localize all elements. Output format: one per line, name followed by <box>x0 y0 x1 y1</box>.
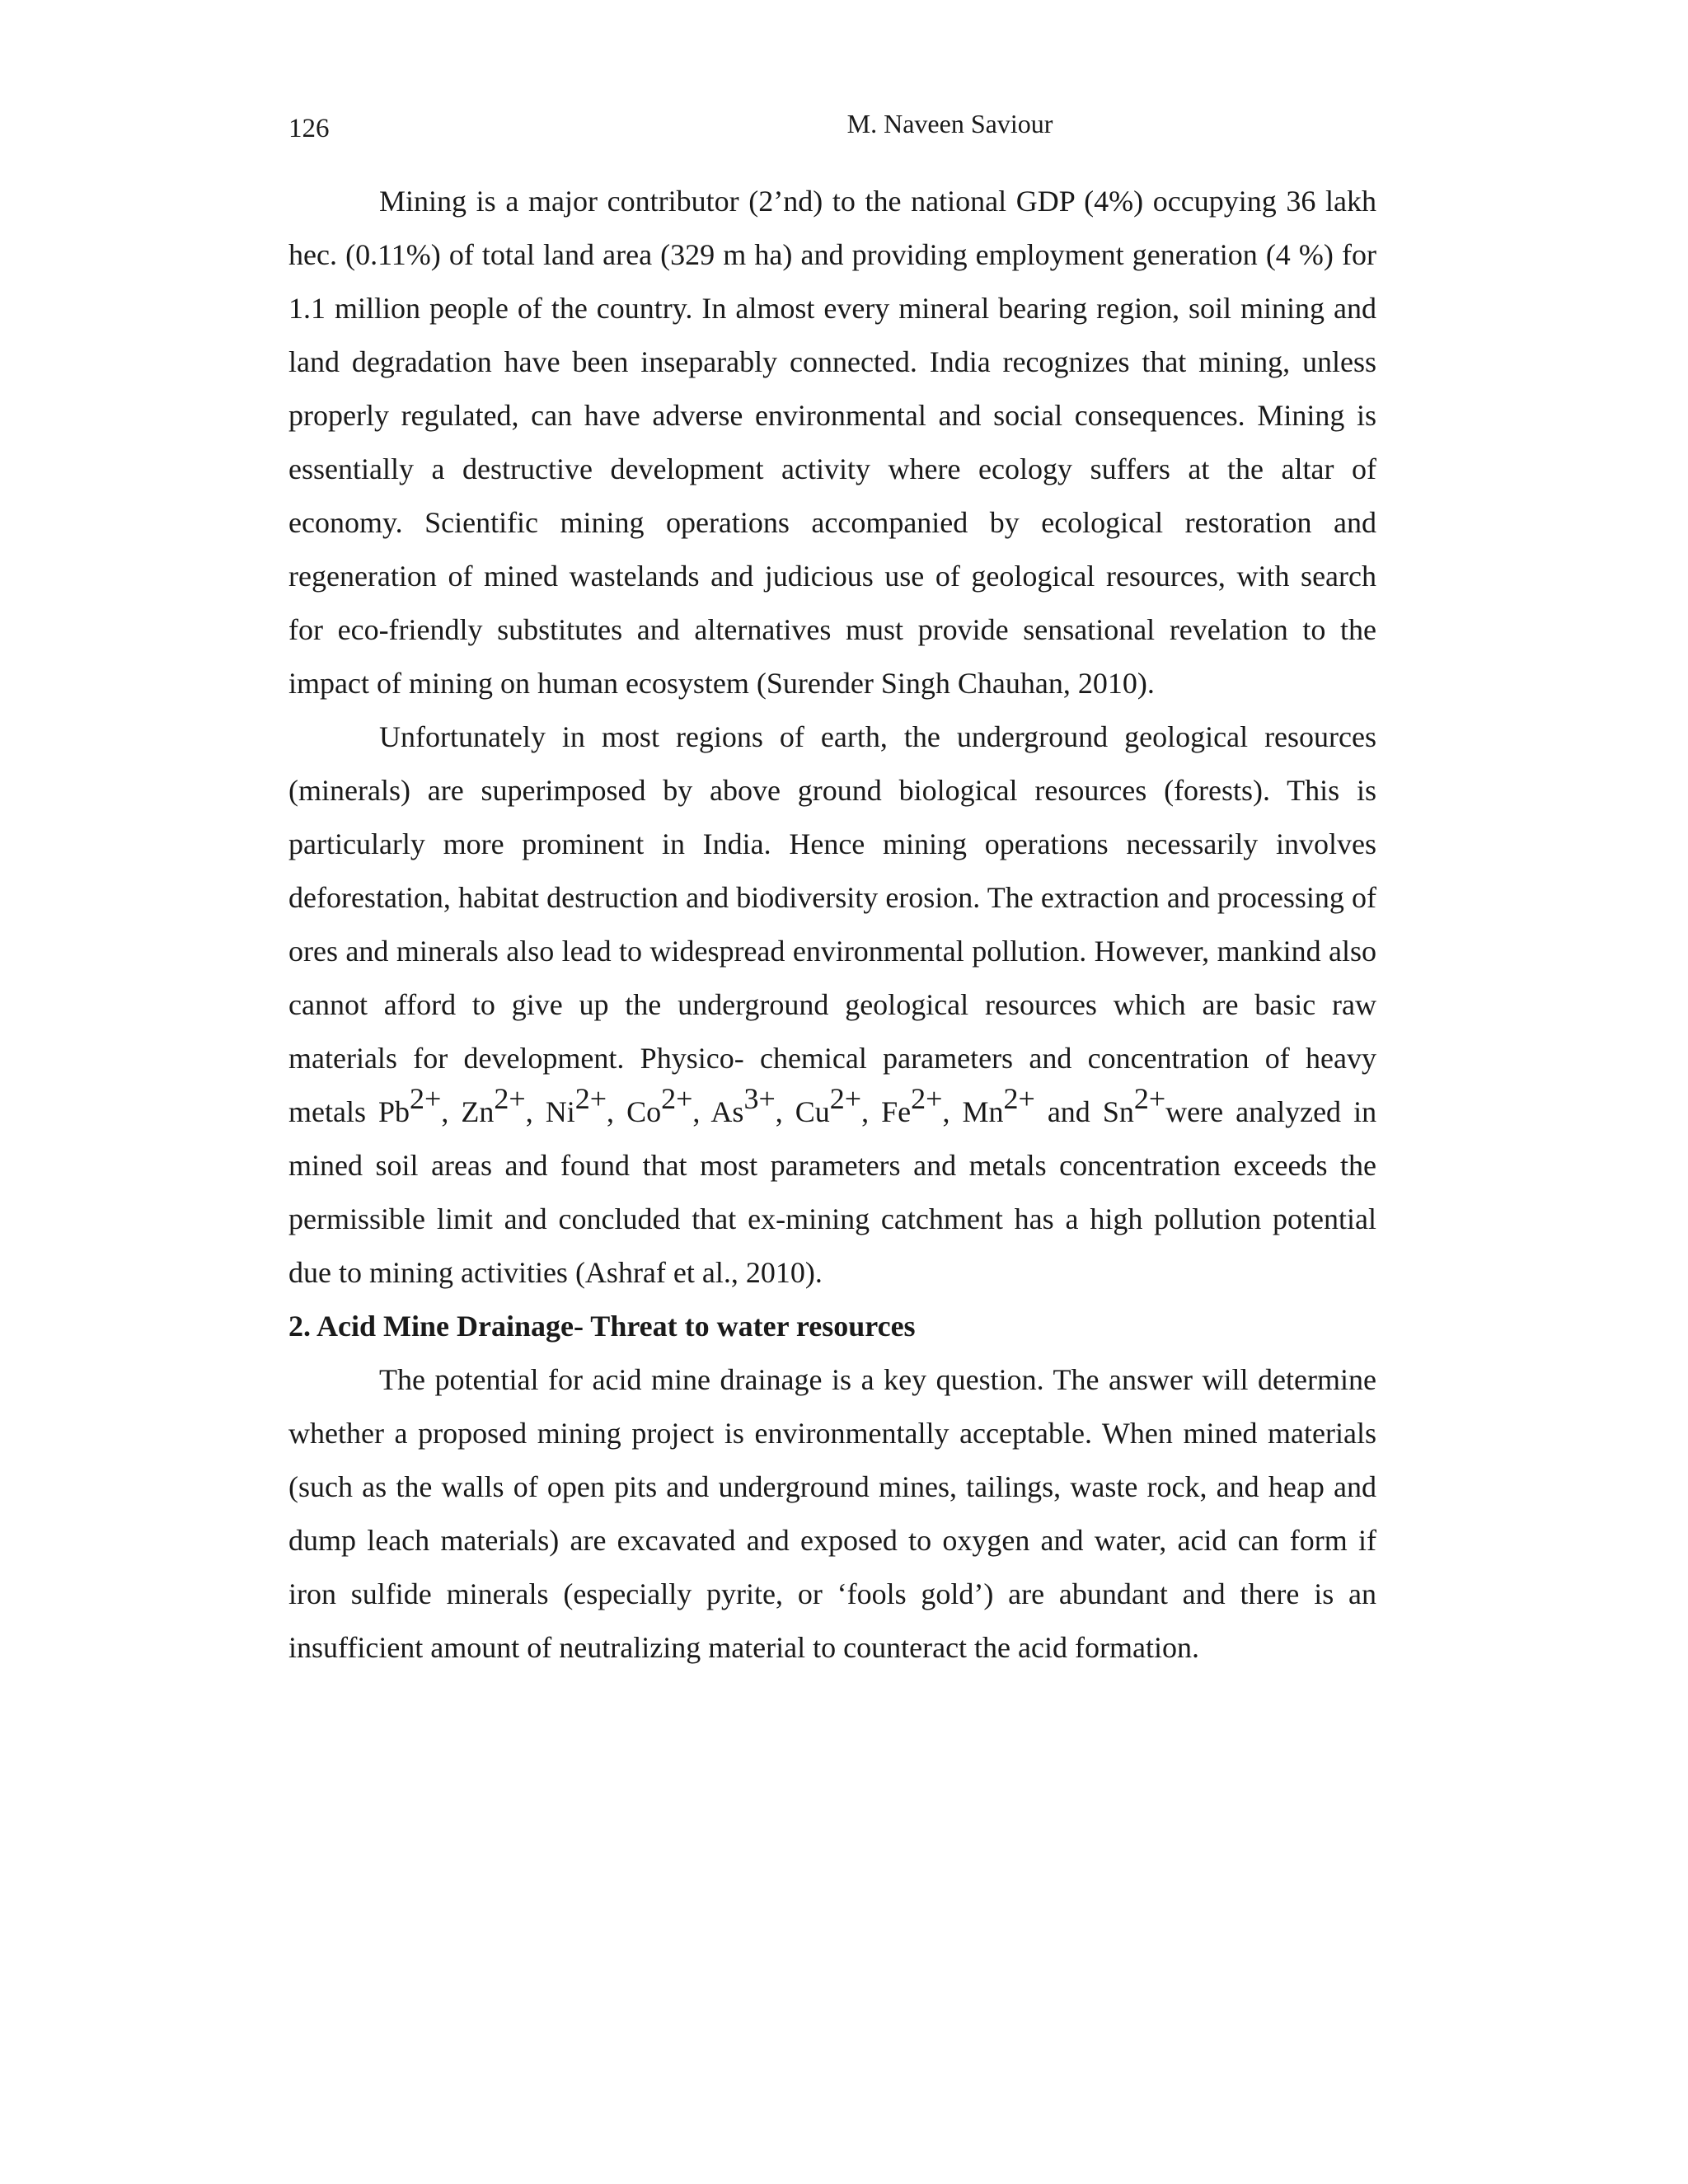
paragraph-heavy-metals-intro: Unfortunately in most regions of earth, the underground geological resources (minerals) are superimposed by above ground biological resources (forests). This is particularly more prominent in India. Hence mining operations necessarily involves deforestation, habitat destruction and biodiversity erosion. The extraction and processing of ores and minerals also lead to widespread environmental pollution. However, mankind also cannot afford to give up the underground geological resources which are basic raw materials for development. Physico- chemical parameters and concentration of heavy metals <box>288 720 1376 1128</box>
metal-separator: , <box>525 1095 546 1128</box>
metal-ion <box>378 1081 442 1128</box>
metal-charge: 2+ <box>911 1081 943 1115</box>
metal-ion <box>710 1081 776 1128</box>
metal-separator: , <box>775 1095 795 1128</box>
metal-separator: , <box>861 1095 882 1128</box>
metal-ion <box>626 1081 693 1128</box>
metal-ion <box>545 1081 607 1128</box>
metal-ion <box>795 1081 862 1128</box>
metal-separator: , <box>692 1095 711 1128</box>
paragraph-heavy-metals-rest: were analyzed in mined soil areas and found that most parameters and metals concentration exceeds the permissible limit and concluded that ex-mining catchment has a high pollution potential due to mining activities (Ashraf et al., 2010). <box>288 1095 1377 1289</box>
metal-ion <box>1102 1081 1166 1128</box>
paragraph-acid-mine-drainage: The potential for acid mine drainage is a key question. The answer will determine whether a proposed mining project is environmentally acceptable. When mined materials (such as the walls of open pits and underground mines, tailings, waste rock, and heap and dump leach materials) are excavated and exposed to oxygen and water, acid can form if iron sulfide minerals (especially pyrite, or ‘fools gold’) are abundant and there is an insufficient amount of neutralizing material to counteract the acid formation. <box>288 1363 1376 1664</box>
metal-symbol: Zn <box>461 1095 495 1128</box>
metal-charge: 2+ <box>829 1081 862 1115</box>
metal-symbol: Co <box>626 1095 662 1128</box>
metal-symbol: Sn <box>1102 1095 1134 1128</box>
metal-charge: 2+ <box>574 1081 607 1115</box>
metal-ion <box>962 1081 1035 1128</box>
page-number: 126 <box>288 114 330 143</box>
metal-charge: 2+ <box>1003 1081 1035 1115</box>
running-head-author: M. Naveen Saviour <box>846 109 1053 138</box>
metal-symbol: Pb <box>378 1095 410 1128</box>
metal-separator: and <box>1034 1095 1103 1128</box>
metal-symbol: Fe <box>881 1095 912 1128</box>
metal-symbol: As <box>710 1095 744 1128</box>
paragraph-heavy-metals <box>288 710 1376 1300</box>
section-heading-acid-mine-drainage: 2. Acid Mine Drainage- Threat to water resources <box>288 1310 916 1343</box>
metal-symbol: Ni <box>545 1095 575 1128</box>
metal-separator: , <box>441 1095 462 1128</box>
metal-charge: 2+ <box>661 1081 693 1115</box>
metal-ion <box>461 1081 526 1128</box>
metal-separator: , <box>607 1095 627 1128</box>
metal-symbol: Cu <box>795 1095 830 1128</box>
metal-ion <box>881 1081 943 1128</box>
paragraph-mining-gdp: Mining is a major contributor (2’nd) to the national GDP (4%) occupying 36 lakh hec. (0.11%) of total land area (329 m ha) and providing employment generation (4 %) for 1.1 million people of the country. In almost every mineral bearing region, soil mining and land degradation have been inseparably connected. India recognizes that mining, unless properly regulated, can have adverse environmental and social consequences. Mining is essentially a destructive development activity where ecology suffers at the altar of economy. Scientific mining operations accompanied by ecological restoration and regeneration of mined wastelands and judicious use of geological resources, with search for eco-friendly substitutes and alternatives must provide sensational revelation to the impact of mining on human ecosystem (Surender Singh Chauhan, 2010). <box>288 185 1376 700</box>
page-header <box>288 105 1376 155</box>
metal-charge: 3+ <box>743 1081 776 1115</box>
metal-charge: 2+ <box>410 1081 442 1115</box>
metal-charge: 2+ <box>494 1081 526 1115</box>
body-text <box>288 175 1376 1675</box>
metal-symbol: Mn <box>962 1095 1004 1128</box>
metal-charge: 2+ <box>1133 1081 1166 1115</box>
metal-separator: , <box>942 1095 963 1128</box>
metal-list <box>378 1081 1166 1128</box>
